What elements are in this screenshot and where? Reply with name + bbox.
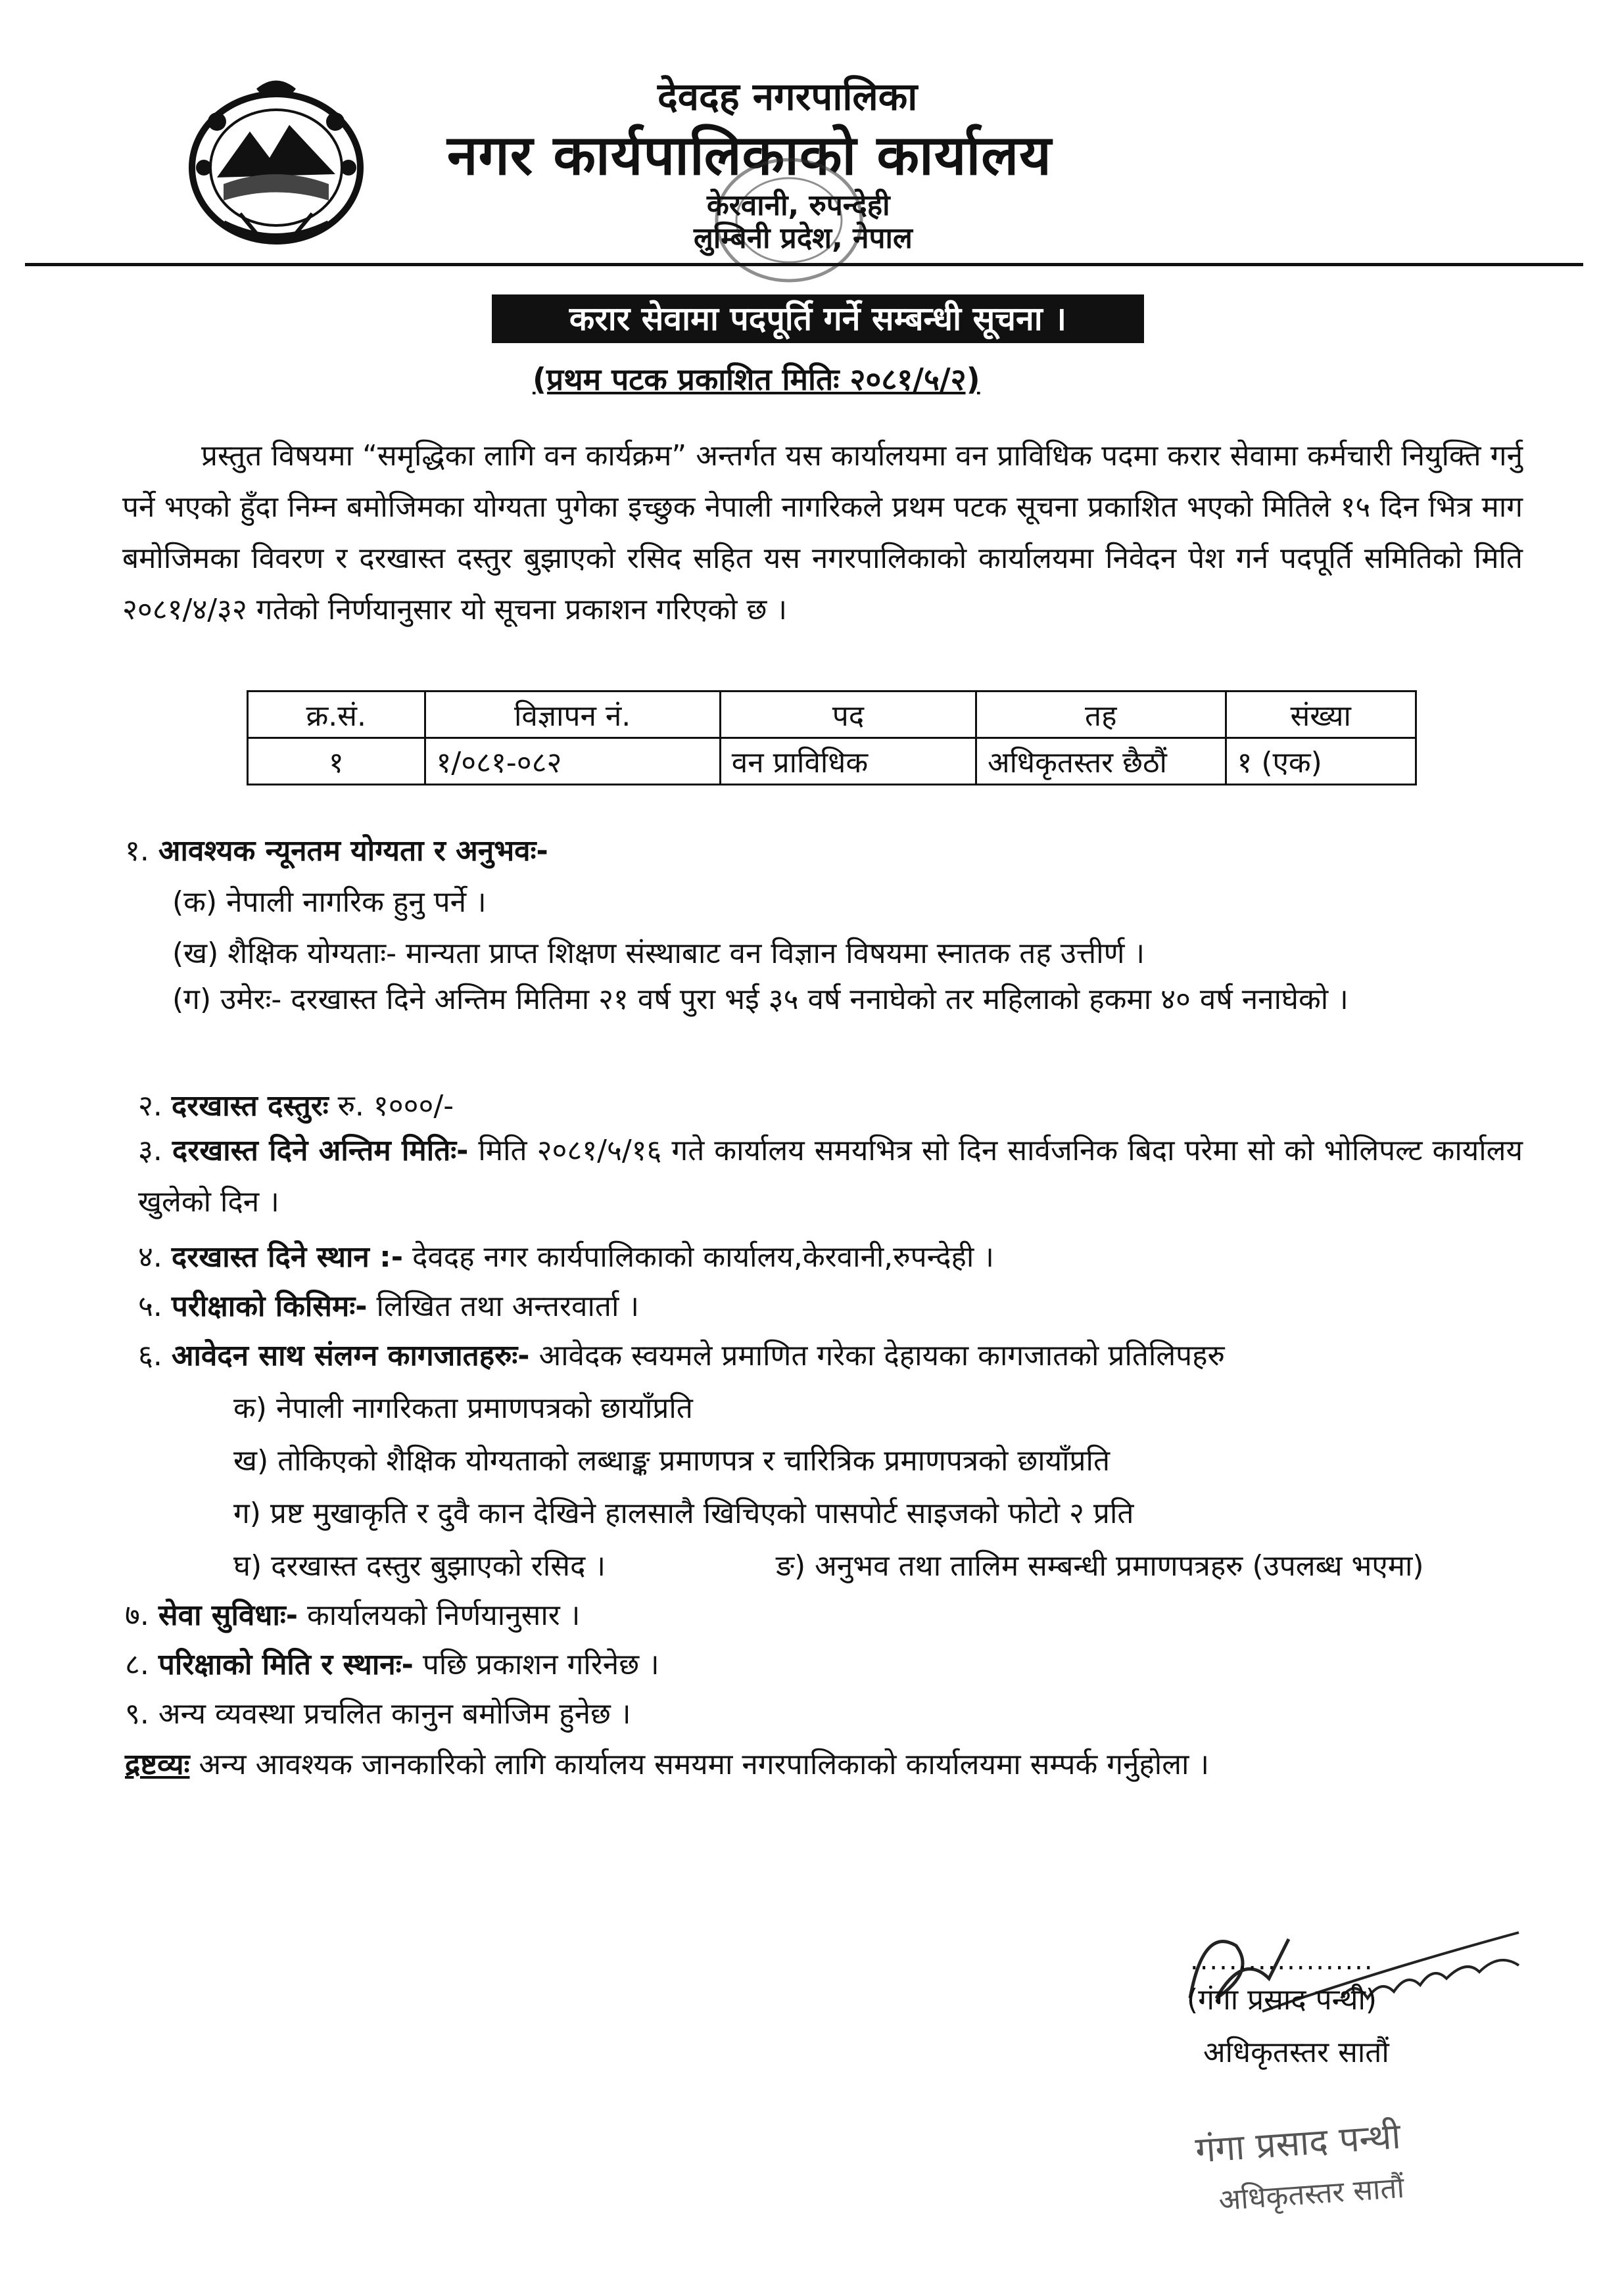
section-1-heading xyxy=(125,830,548,869)
section-1-item-b: (ख) शैक्षिक योग्यताः- मान्यता प्राप्त शिक्षण संस्थाबाट वन विज्ञान विषयमा स्नातक तह उत्तीर्ण । xyxy=(172,937,1145,970)
section-number: ३. xyxy=(138,1134,162,1167)
section-heading: दरखास्त दस्तुरः xyxy=(171,1089,329,1123)
header-divider xyxy=(25,263,1583,266)
section-number: ८. xyxy=(125,1648,149,1681)
section-number: ५. xyxy=(138,1290,162,1323)
office-address-line2: लुम्बिनी प्रदेश, नेपाल xyxy=(694,222,913,255)
section-heading: दरखास्त दिने स्थान :- xyxy=(171,1240,403,1274)
section-1-item-c: (ग) उमेरः- दरखास्त दिने अन्तिम मितिमा २१ वर्ष पुरा भई ३५ वर्ष ननाघेको तर महिलाको हकमा ४० वर्ष ननाघेको । xyxy=(172,983,1349,1016)
municipality-name: देवदह नगरपालिका xyxy=(657,74,918,119)
section-text: आवेदक स्वयमले प्रमाणित गरेका देहायका कागजातको प्रतिलिपहरु xyxy=(538,1339,1225,1372)
notice-title: करार सेवामा पदपूर्ति गर्ने सम्बन्धी सूचना । xyxy=(492,294,1144,343)
vacancy-table xyxy=(247,690,1417,785)
intro-paragraph: प्रस्तुत विषयमा “समृद्धिका लागि वन कार्यक्रम” अन्तर्गत यस कार्यालयमा वन प्राविधिक पदमा करार सेवामा कर्मचारी नियुक्ति गर्नु पर्ने भएको हुँदा निम्न बमोजिमका योग्यता पुगेका इच्छुक नेपाली नागरिकले प्रथम पटक सूचना प्रकाशित भएको मितिले १५ दिन भित्र माग बमोजिमका विवरण र दरखास्त दस्तुर बुझाएको रसिद सहित यस नगरपालिकाको कार्यालयमा निवेदन पेश गर्न पदपूर्ति समितिको मिति २०८१/४/३२ गतेको निर्णयानुसार यो सूचना प्रकाशन गरिएको छ । xyxy=(122,439,1523,626)
section-text: पछि प्रकाशन गरिनेछ । xyxy=(422,1648,659,1681)
col-serial: क्र.सं. xyxy=(248,691,425,738)
section-heading: परीक्षाको किसिमः- xyxy=(171,1290,368,1323)
col-count: संख्या xyxy=(1226,691,1416,738)
nepal-emblem-icon xyxy=(178,69,375,253)
section-number: १. xyxy=(125,834,149,868)
table-header-row xyxy=(248,691,1416,738)
section-2 xyxy=(138,1085,454,1124)
stamp-designation: अधिकृतस्तर सातौं xyxy=(1217,2170,1406,2218)
note xyxy=(125,1743,1209,1783)
section-number: ४. xyxy=(138,1240,162,1274)
cell-ad-number: १/०८१-०८२ xyxy=(425,738,720,785)
signature-dots: ................... xyxy=(1190,1946,1374,1976)
note-label: द्रष्टव्यः xyxy=(125,1748,190,1781)
cell-count: १ (एक) xyxy=(1226,738,1416,785)
section-number: २. xyxy=(138,1089,162,1123)
section-number: ७. xyxy=(125,1599,149,1632)
section-text: मिति २०८१/५/१६ गते कार्यालय समयभित्र सो दिन सार्वजनिक बिदा परेमा सो को भोलिपल्ट कार्यालय खुलेको दिन । xyxy=(138,1134,1523,1219)
section-3 xyxy=(138,1125,1523,1228)
section-text: रु. १०००/- xyxy=(337,1089,454,1123)
signatory-designation: अधिकृतस्तर सातौं xyxy=(1203,2036,1389,2069)
section-heading: सेवा सुविधाः- xyxy=(158,1599,299,1632)
name-stamp xyxy=(1183,2103,1486,2222)
section-6-item-e: ङ) अनुभव तथा तालिम सम्बन्धी प्रमाणपत्रहरु (उपलब्ध भएमा) xyxy=(776,1549,1424,1583)
section-8 xyxy=(125,1643,659,1683)
section-heading: आवेदन साथ संलग्न कागजातहरुः- xyxy=(171,1339,530,1372)
section-9 xyxy=(125,1693,631,1732)
section-number: ९. xyxy=(125,1697,149,1731)
col-post: पद xyxy=(720,691,976,738)
section-7 xyxy=(125,1594,580,1633)
office-address-line1: केरवानी, रुपन्देही xyxy=(707,189,890,222)
col-ad-number: विज्ञापन नं. xyxy=(425,691,720,738)
signatory-name: (गंगा प्रसाद पन्थी) xyxy=(1187,1983,1377,2017)
table-row xyxy=(248,738,1416,785)
note-text: अन्य आवश्यक जानकारिको लागि कार्यालय समयमा नगरपालिकाको कार्यालयमा सम्पर्क गर्नुहोला । xyxy=(199,1748,1210,1781)
section-1-item-a: (क) नेपाली नागरिक हुनु पर्ने । xyxy=(172,885,487,919)
section-heading: आवश्यक न्यूनतम योग्यता र अनुभवः- xyxy=(158,834,548,868)
section-5 xyxy=(138,1285,639,1324)
cell-post: वन प्राविधिक xyxy=(720,738,976,785)
section-text: लिखित तथा अन्तरवार्ता । xyxy=(376,1290,640,1323)
section-heading: दरखास्त दिने अन्तिम मितिः- xyxy=(172,1134,469,1167)
section-6-item-d: घ) दरखास्त दस्तुर बुझाएको रसिद । xyxy=(233,1549,606,1583)
cell-serial: १ xyxy=(248,738,425,785)
section-6-item-b: ख) तोकिएको शैक्षिक योग्यताको लब्धाङ्क प्रमाणपत्र र चारित्रिक प्रमाणपत्रको छायाँप्रति xyxy=(233,1444,1111,1478)
cell-level: अधिकृतस्तर छैठौं xyxy=(976,738,1226,785)
section-number: ६. xyxy=(138,1339,162,1372)
section-text: देवदह नगर कार्यपालिकाको कार्यालय,केरवानी,रुपन्देही । xyxy=(412,1240,994,1274)
office-name: नगर कार्यपालिकाको कार्यालय xyxy=(447,123,1052,187)
col-level: तह xyxy=(976,691,1226,738)
section-6 xyxy=(138,1334,1225,1374)
section-text: कार्यालयको निर्णयानुसार । xyxy=(307,1599,581,1632)
stamp-name: गंगा प्रसाद पन्थी xyxy=(1193,2115,1402,2171)
publication-date: (प्रथम पटक प्रकाशित मितिः २०८१/५/२) xyxy=(533,362,980,397)
section-4 xyxy=(138,1236,994,1275)
section-6-item-a: क) नेपाली नागरिकता प्रमाणपत्रको छायाँप्रति xyxy=(233,1392,693,1425)
section-text: अन्य व्यवस्था प्रचलित कानुन बमोजिम हुनेछ । xyxy=(158,1697,631,1731)
section-6-item-c: ग) प्रष्ट मुखाकृति र दुवै कान देखिने हालसालै खिचिएको पासपोर्ट साइजको फोटो २ प्रति xyxy=(233,1497,1134,1530)
section-heading: परिक्षाको मिति र स्थानः- xyxy=(158,1648,414,1681)
